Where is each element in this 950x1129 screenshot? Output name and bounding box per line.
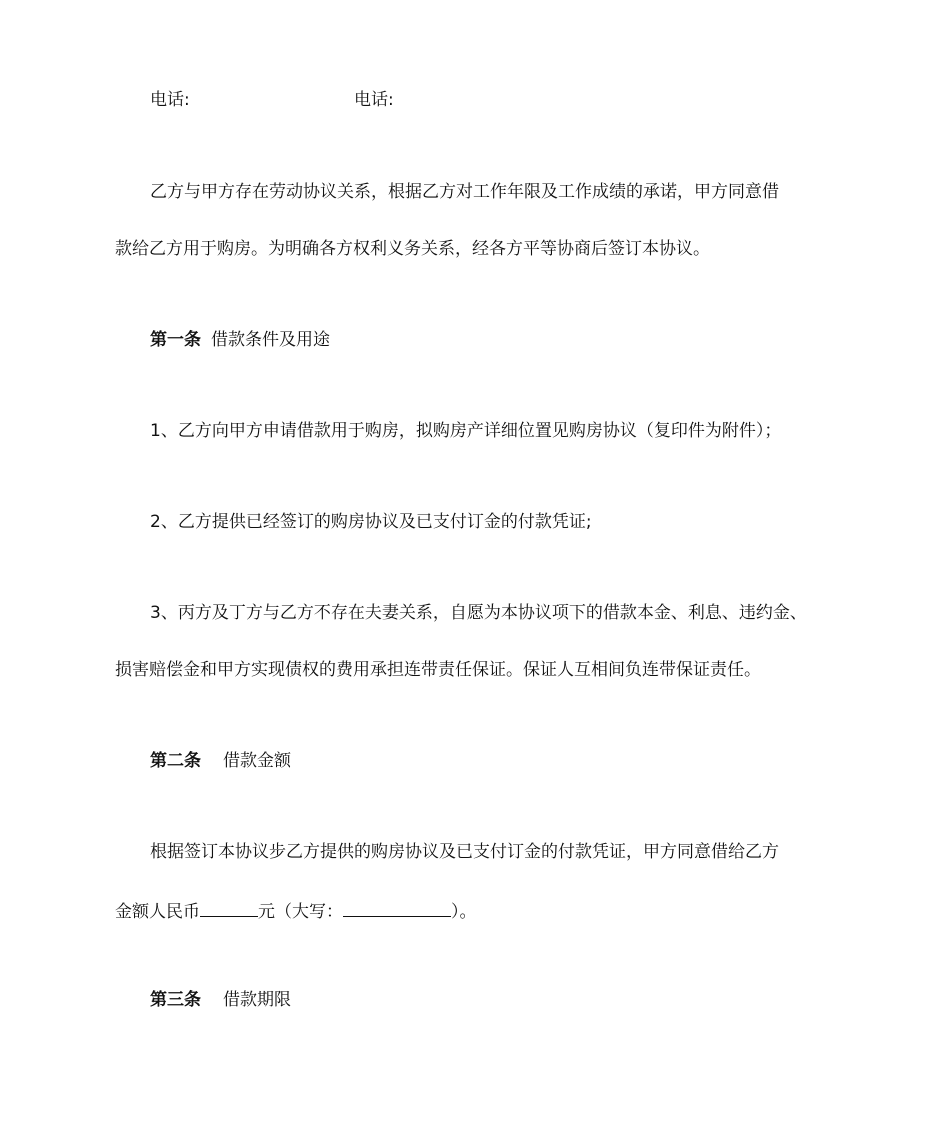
contact-row [150, 88, 190, 112]
amount-prefix: 金额人民币 [115, 902, 200, 922]
article-3-heading [150, 988, 291, 1012]
article-1-item-2: 2、乙方提供已经签订的购房协议及已支付订金的付款凭证; [150, 512, 592, 532]
capital-amount-blank [343, 898, 451, 917]
amount-unit: 元（大写： [258, 902, 343, 922]
article-1-item-1: 1、乙方向甲方申请借款用于购房，拟购房产详细位置见购房协议（复印件为附件）； [150, 421, 782, 441]
article-2-line-1: 根据签订本协议步乙方提供的购房协议及已支付订金的付款凭证，甲方同意借给乙方 [150, 842, 779, 862]
article-2-title: 借款金额 [223, 751, 291, 771]
article-2-line-2 [115, 898, 477, 922]
intro-line-1: 乙方与甲方存在劳动协议关系，根据乙方对工作年限及工作成绩的承诺，甲方同意借 [150, 182, 779, 202]
article-2-heading [150, 749, 291, 773]
article-1-number: 第一条 [150, 330, 201, 350]
amount-blank [200, 898, 258, 917]
amount-suffix: ）。 [451, 902, 477, 922]
article-3-title: 借款期限 [223, 990, 291, 1010]
article-2-number: 第二条 [150, 751, 201, 771]
article-3-number: 第三条 [150, 990, 201, 1010]
article-1-heading [150, 328, 330, 352]
phone-label-2: 电话: [354, 90, 394, 110]
article-1-title: 借款条件及用途 [211, 330, 330, 350]
article-1-item-3-line-1: 3、丙方及丁方与乙方不存在夫妻关系，自愿为本协议项下的借款本金、利息、违约金、 [150, 603, 807, 623]
phone-label-1: 电话: [150, 90, 190, 110]
intro-line-2: 款给乙方用于购房。为明确各方权利义务关系，经各方平等协商后签订本协议。 [115, 239, 710, 259]
article-1-item-3-line-2: 损害赔偿金和甲方实现债权的费用承担连带责任保证。保证人互相间负连带保证责任。 [115, 660, 761, 680]
